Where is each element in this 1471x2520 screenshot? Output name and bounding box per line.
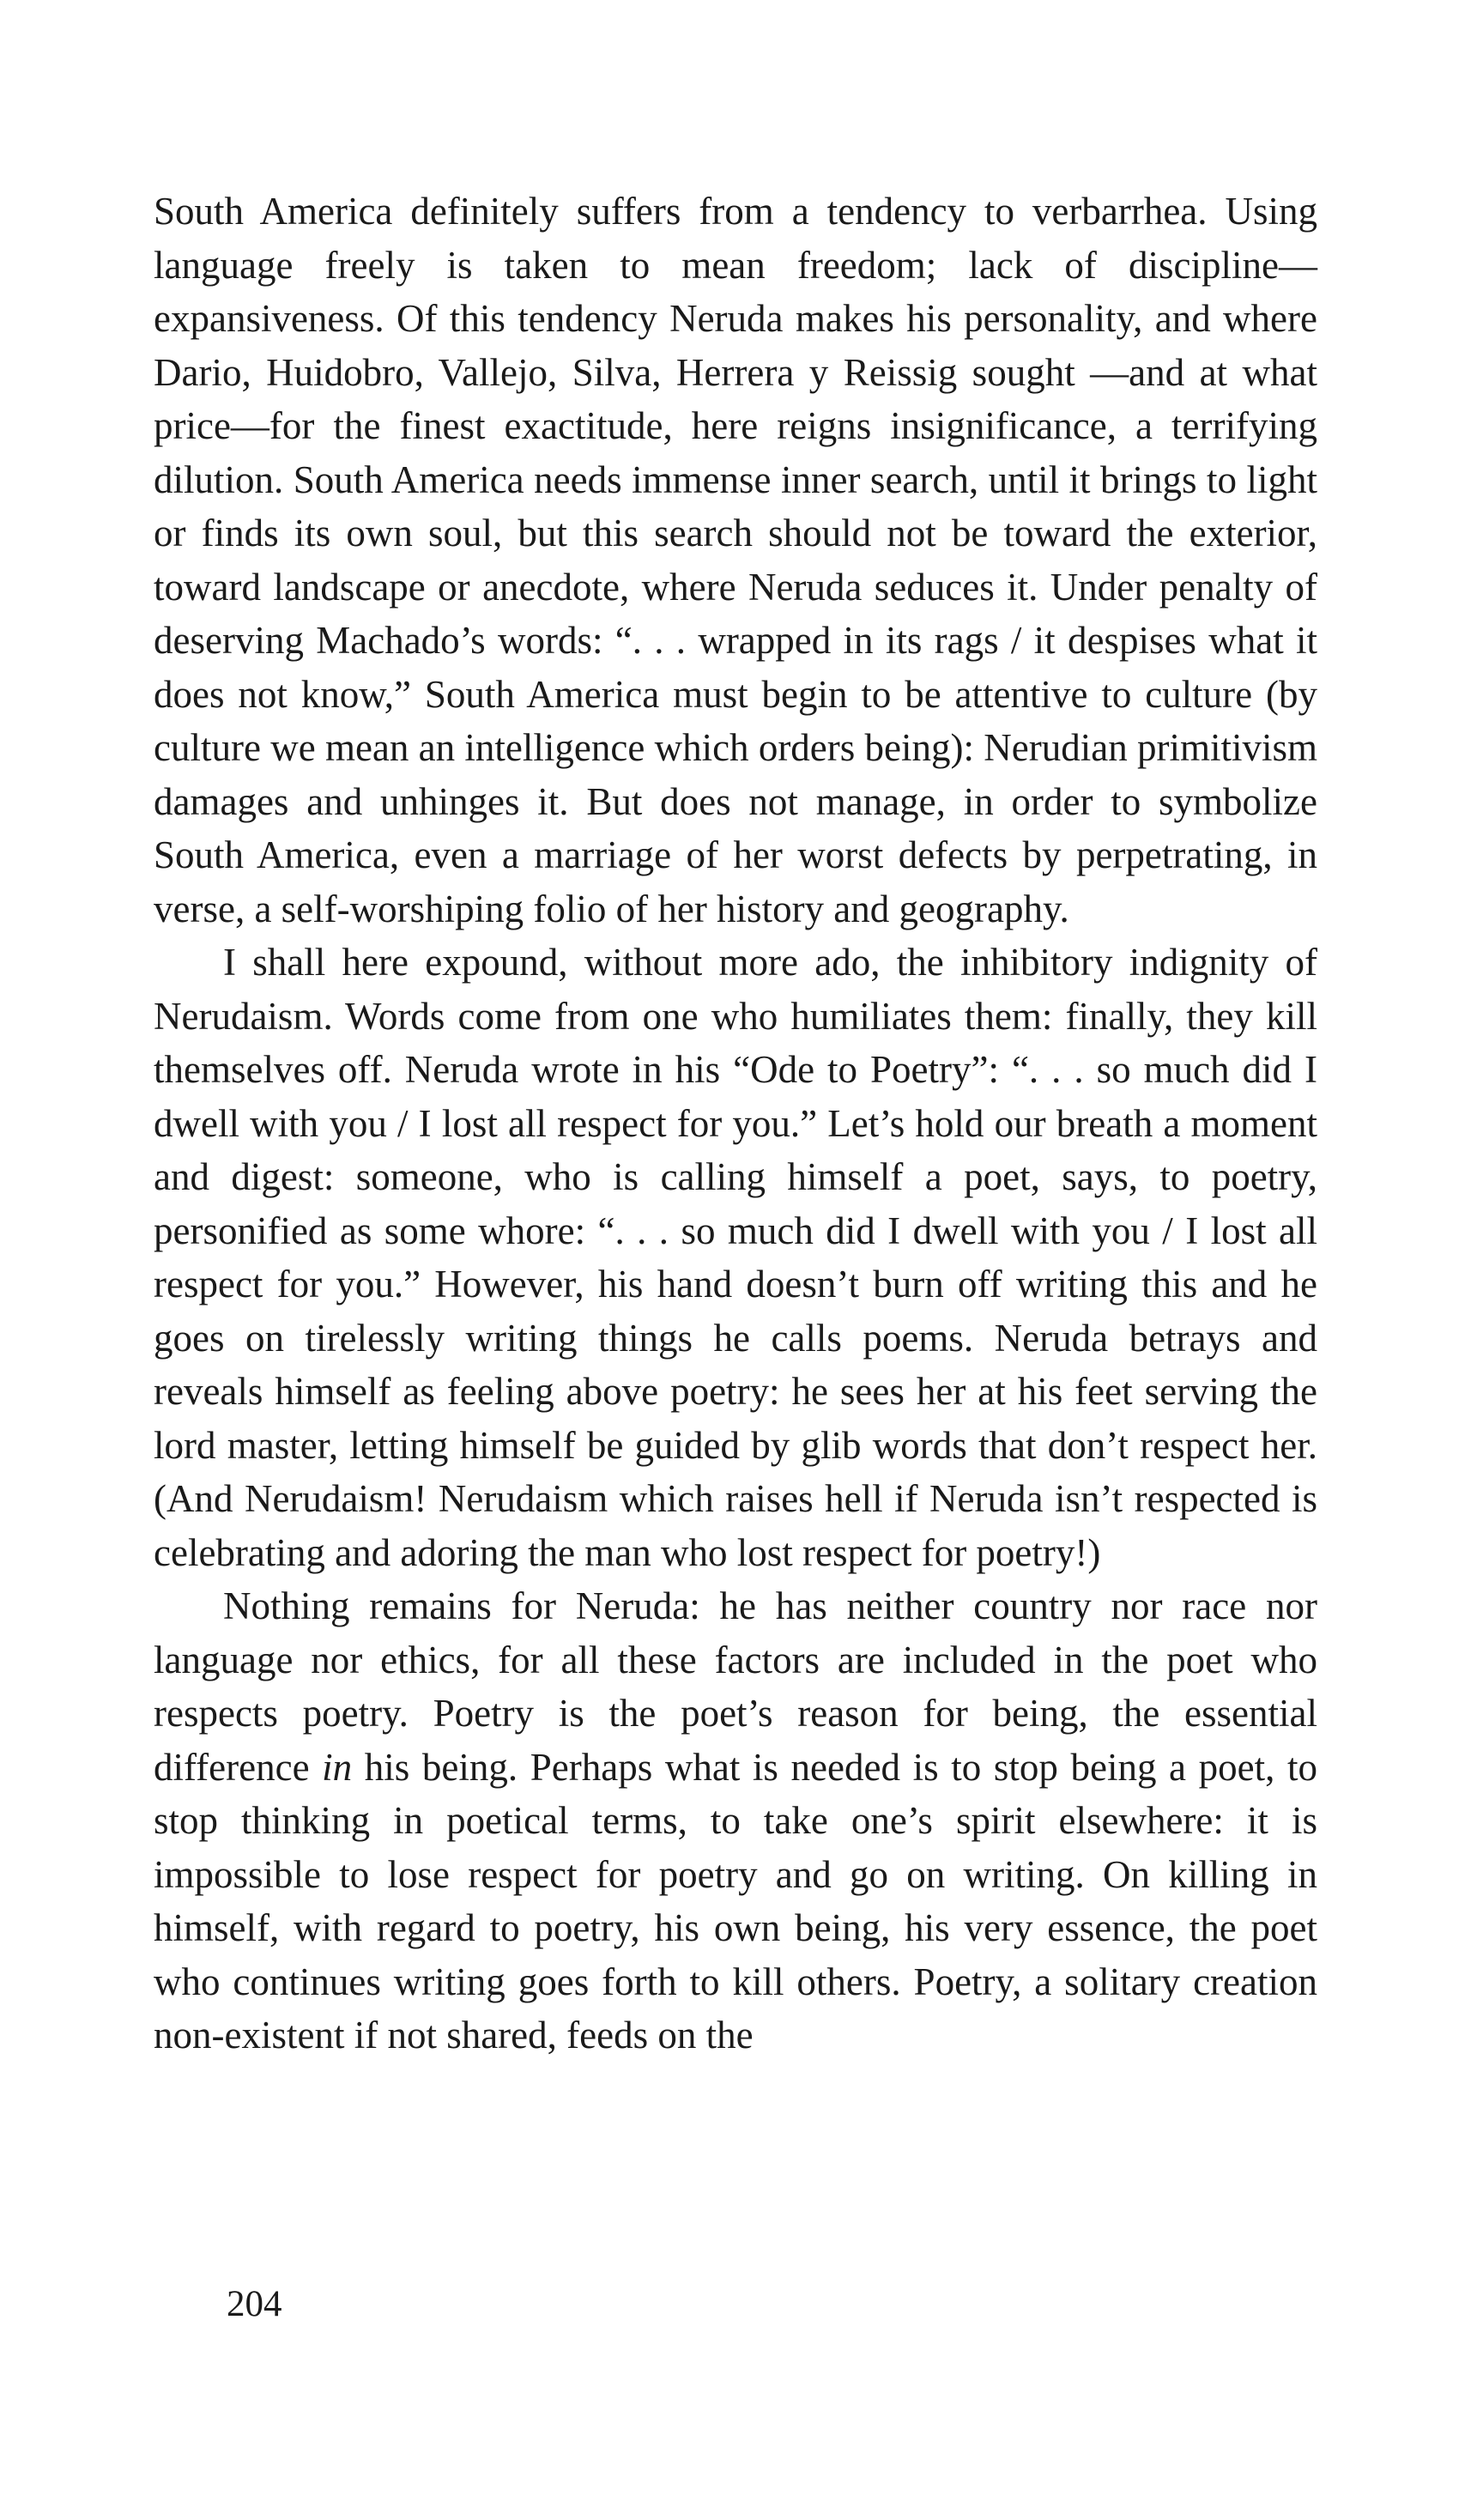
body-text (154, 185, 1317, 2063)
paragraph-3-text-b: his being. Perhaps what is needed is to stop being a poet, to stop thinking in poetical terms, to take one’s spirit elsewhere: it is impossible to lose respect for poetry and go on writing. On killing in himself, with regard to poetry, his own being, his very essence, the poet who continues writing goes forth to kill others. Poetry, a solitary creation non-existent if not shared, feeds on the (154, 1745, 1317, 2057)
paragraph-3 (154, 1579, 1317, 2063)
paragraph-2: I shall here expound, without more ado, the inhibitory indignity of Nerudaism. Words come from one who humiliates them: finally, they kill themselves off. Neruda wrote in his “Ode to Poetry”: “. . . so much did I dwell with you / I lost all respect for you.” Let’s hold our breath a moment and digest: someone, who is calling himself a poet, says, to poetry, personified as some whore: “. . . so much did I dwell with you / I lost all respect for you.” However, his hand doesn’t burn off writing this and he goes on tirelessly writing things he calls poems. Neruda betrays and reveals himself as feeling above poetry: he sees her at his feet serving the lord master, letting himself be guided by glib words that don’t respect her. (And Nerudaism! Nerudaism which raises hell if Neruda isn’t respected is celebrating and adoring the man who lost respect for poetry!) (154, 941, 1317, 1574)
paragraph-1: South America definitely suffers from a tendency to verbarrhea. Using language freely is taken to mean freedom; lack of discipline—expansiveness. Of this tendency Neruda makes his personality, and where Dario, Huidobro, Vallejo, Silva, Herrera y Reissig sought —and at what price—for the finest exactitude, here reigns insignificance, a terrifying dilution. South America needs immense inner search, until it brings to light or finds its own soul, but this search should not be toward the exterior, toward landscape or anecdote, where Neruda seduces it. Under penalty of deserving Machado’s words: “. . . wrapped in its rags / it despises what it does not know,” South America must begin to be attentive to culture (by culture we mean an intelligence which orders being): Nerudian primitivism damages and unhinges it. But does not manage, in order to symbolize South America, even a marriage of her worst defects by perpetrating, in verse, a self-worshiping folio of her history and geography. (154, 190, 1317, 930)
paragraph-3-text-a: Nothing remains for Neruda: he has neither country nor race nor language nor ethics, for all these factors are included in the poet who respects poetry. Poetry is the poet’s reason for being, the essential difference (154, 1584, 1317, 1789)
paragraph-3-italic: in (322, 1745, 353, 1789)
page-number: 204 (227, 2284, 282, 2324)
